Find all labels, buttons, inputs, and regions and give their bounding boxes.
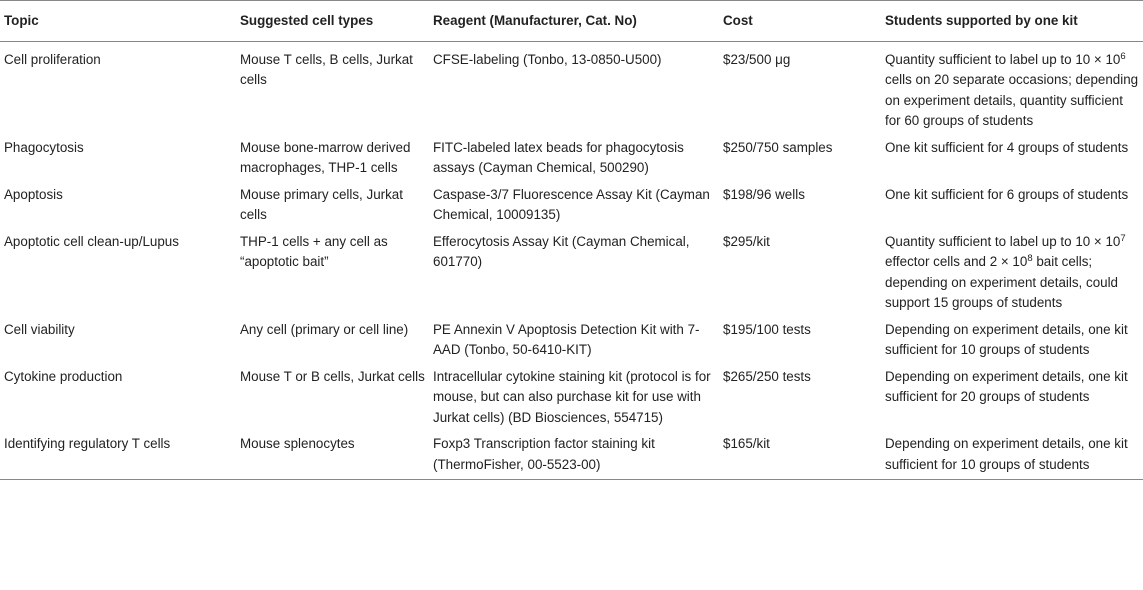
cell-cost: $198/96 wells xyxy=(723,186,805,202)
cell-cell-types: THP-1 cells + any cell as “apoptotic bait” xyxy=(240,233,388,269)
cell-cost: $295/kit xyxy=(723,233,770,249)
cell-reagent: FITC-labeled latex beads for phagocytosis assays (Cayman Chemical, 500290) xyxy=(433,139,684,175)
cell-students: One kit sufficient for 6 groups of students xyxy=(885,186,1129,202)
header-reagent: Reagent (Manufacturer, Cat. No) xyxy=(433,13,637,28)
cell-reagent: PE Annexin V Apoptosis Detection Kit with 7-AAD (Tonbo, 50-6410-KIT) xyxy=(433,321,700,357)
cell-cell-types: Mouse T cells, B cells, Jurkat cells xyxy=(240,51,413,87)
header-row xyxy=(0,1,1143,42)
students-text: effector cells and 2 × 10 xyxy=(885,254,1028,269)
header-cost: Cost xyxy=(723,13,753,28)
cell-students: Depending on experiment details, one kit sufficient for 10 groups of students xyxy=(885,321,1128,357)
exponent: 6 xyxy=(1120,50,1126,62)
cell-cost: $195/100 tests xyxy=(723,321,811,337)
cell-cell-types: Mouse splenocytes xyxy=(240,436,355,451)
cell-topic: Cell proliferation xyxy=(4,51,101,67)
table-body xyxy=(0,41,1143,480)
exponent: 8 xyxy=(1027,253,1033,264)
cell-cost: $165/kit xyxy=(723,436,770,451)
students-text: Quantity sufficient to label up to 10 × xyxy=(885,51,1102,67)
cell-cost: $23/500 μg xyxy=(723,51,791,67)
cell-topic: Cytokine production xyxy=(4,368,123,384)
exponent: 7 xyxy=(1120,232,1126,244)
cell-topic: Cell viability xyxy=(4,321,75,337)
cell-cell-types: Mouse T or B cells, Jurkat cells xyxy=(240,368,425,384)
students-text: 10 xyxy=(1105,233,1121,249)
cell-reagent: Efferocytosis Assay Kit (Cayman Chemical, 601770) xyxy=(433,233,690,269)
cell-students: Depending on experiment details, one kit sufficient for 10 groups of students xyxy=(885,436,1128,472)
cell-reagent: Foxp3 Transcription factor staining kit (ThermoFisher, 00-5523-00) xyxy=(433,436,655,472)
students-text: cells on 20 separate occasions; depending on experiment details, quantity sufficient for 60 groups of students xyxy=(885,72,1139,128)
cell-reagent: Intracellular cytokine staining kit (protocol is for mouse, but can also purchase kit for use with Jurkat cells) (BD Biosciences, 554715) xyxy=(433,368,711,425)
table-row xyxy=(0,41,1143,135)
header-topic: Topic xyxy=(4,13,39,28)
cell-topic: Apoptotic cell clean-up/Lupus xyxy=(4,233,179,249)
cell-topic: Phagocytosis xyxy=(4,139,84,155)
cell-students xyxy=(881,229,1143,317)
students-text: Quantity sufficient to label up to 10 × xyxy=(885,233,1102,249)
cell-cost: $265/250 tests xyxy=(723,368,811,384)
table-row xyxy=(0,317,1143,364)
table-row xyxy=(0,364,1143,432)
cell-reagent: Caspase-3/7 Fluorescence Assay Kit (Cayman Chemical, 10009135) xyxy=(433,186,710,222)
table-header xyxy=(0,1,1143,42)
table-row xyxy=(0,135,1143,182)
header-students: Students supported by one kit xyxy=(885,13,1078,28)
cell-cell-types: Mouse primary cells, Jurkat cells xyxy=(240,186,403,222)
header-cell-types: Suggested cell types xyxy=(240,13,374,28)
students-text: bait cells; depending on experiment details, could support 15 groups of students xyxy=(885,254,1119,310)
cell-topic: Apoptosis xyxy=(4,186,63,202)
table-row xyxy=(0,431,1143,480)
cell-topic: Identifying regulatory T cells xyxy=(4,436,171,451)
cell-cell-types: Mouse bone-marrow derived macrophages, THP-1 cells xyxy=(240,139,411,175)
table-row xyxy=(0,182,1143,229)
cell-students: One kit sufficient for 4 groups of students xyxy=(885,139,1129,155)
cell-cost: $250/750 samples xyxy=(723,139,833,155)
students-text: 10 xyxy=(1105,51,1121,67)
table-row xyxy=(0,229,1143,317)
cell-students xyxy=(881,41,1143,135)
cell-students: Depending on experiment details, one kit sufficient for 20 groups of students xyxy=(885,368,1128,404)
cell-cell-types: Any cell (primary or cell line) xyxy=(240,321,409,337)
cell-reagent: CFSE-labeling (Tonbo, 13-0850-U500) xyxy=(433,51,662,67)
